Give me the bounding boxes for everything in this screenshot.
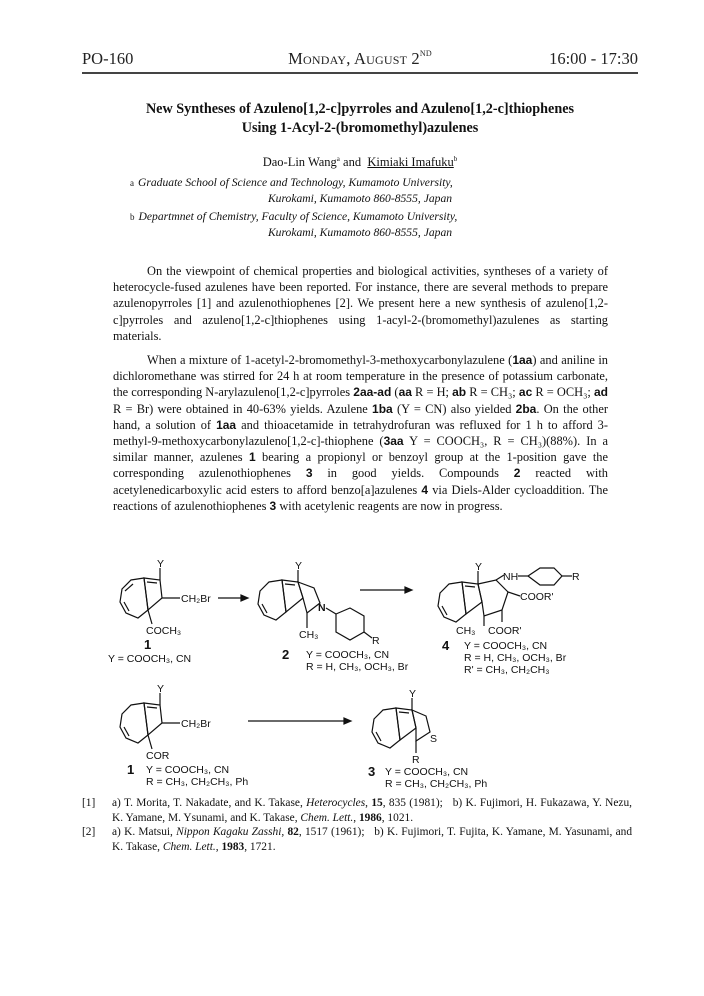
ref-pages: , 1021. [381,811,414,824]
text-run: reacted with acetylenedicarboxylic acid esters to afford benzo[a]azulenes [113,466,608,497]
affiliation-line: Departmnet of Chemistry, Faculty of Science, Kumamoto University, [138,210,458,223]
compound-label: 2ba [515,401,537,416]
ref-volume: 82 [287,826,299,839]
ref-authors: K. Fujimori, T. Fujita, K. Yamane, M. Yasunami, and K. Takase, [112,826,633,853]
compound-condition: R' = CH₃, CH₂CH₃ [464,664,550,676]
atom-s: S [430,733,438,745]
reference-number: [2] [82,826,96,839]
affiliation-line: Graduate School of Science and Technology, Kumamoto University, [138,176,453,189]
reference-item [82,825,632,854]
ref-authors: T. Morita, T. Nakadate, and K. Takase, [123,797,303,809]
substituent-r: R [412,754,420,766]
text-run: in good yields. Compounds [312,466,514,481]
affiliation-mark: b [130,212,135,222]
text-run: R = Br) were obtained in 40-63% yields. Azulene [113,401,373,416]
substituent-r: R [572,571,580,583]
compound-number: 3 [368,764,376,779]
author-1: Dao-Lin Wang [262,155,337,169]
compound-condition: R = CH₃, CH₂CH₃, Ph [146,776,249,788]
compound-label: 1 [248,450,256,465]
ref-journal: Heterocycles [306,797,366,809]
ref-pages: , 1517 (1961); [298,826,365,839]
text-run: R = CH₃; [466,385,519,400]
atom-n: N [318,602,326,614]
compound-number: 1 [127,762,135,777]
substituent-y: Y [157,683,165,695]
substituent-y: Y [475,561,483,573]
text-run: ) and aniline in dichloromethane was stirred for 24 h at room temperature in the presence of potassium carbonate, the corresponding N-arylazuleno[1,2-c]pyrroles [113,353,608,400]
affiliation-line: Kurokami, Kumamoto 860-8555, Japan [267,226,453,239]
text-run: Y = COOCH₃, R = CH₃)(88%). In a similar manner, azulenes [113,434,608,465]
substituent-ester: COOR' [488,625,522,637]
author-conj: and [339,155,365,169]
poster-code: PO-160 [82,49,134,68]
compound-label: aa [398,385,412,400]
text-run: with acetylenic reagents are now in progress. [276,498,503,513]
structure-compound-2 [258,570,406,640]
compound-condition: Y = COOCH₃, CN [385,766,469,778]
ref-authors: K. Matsui, [124,826,173,839]
text-run: (Y = CN) also yielded [392,401,516,416]
substituent-y: Y [295,560,303,572]
substituent-acyl: COR [146,750,170,762]
compound-label: 3 [269,498,277,513]
ref-part-label: a) [112,826,121,839]
compound-condition: R = CH₃, CH₂CH₃, Ph [385,778,488,790]
compound-label: 3aa [383,434,404,449]
text-run: and thioacetamide in tetrahydrofuran was refluxed for 1 h to afford 3-methyl-9-methoxycarbonylazuleno[1,2-c]-thiophene ( [113,417,608,449]
ref-volume: 1983 [221,840,245,853]
ref-journal: Chem. Lett. [300,811,354,824]
compound-label: 1aa [216,417,237,432]
paper-title [90,100,630,138]
reaction-scheme [100,558,640,793]
affiliation-a [130,175,590,207]
ref-volume: 1986 [358,811,382,824]
ref-pages: , 835 (1981); [382,797,443,809]
ref-pages: , 1721. [244,840,276,853]
arrow-head [241,595,248,601]
reference-text: a) T. Morita, T. Nakadate, and K. Takase, Heterocycles, 15, 835 (1981); b) K. Fujimori, H. Fukazawa, Y. Nezu, K. Yamane, M. Ysunami, and K. Takase, Chem. Lett., 1986, 1021. [112,797,632,824]
substituent-y: Y [409,688,417,700]
text-run: . On the other hand, a solution of [113,401,608,432]
references [82,796,632,854]
arrow-head [344,718,351,724]
compound-condition: Y = COOCH₃, CN [306,649,390,661]
author-2-affil: b [453,155,458,163]
session-day-sup: ND [419,49,432,58]
compound-condition: Y = COOCH₃, CN [108,653,192,665]
substituent-methyl: CH₃ [456,625,476,637]
ref-part-label: b) [374,826,384,839]
compound-number: 4 [442,638,450,653]
ref-part-label: b) [452,797,463,809]
title-line-2: Using 1-Acyl-2-(bromomethyl)azulenes [241,120,479,136]
arrow-head [405,587,412,593]
compound-label: 3 [305,466,313,481]
paragraph-1-text: On the viewpoint of chemical properties and biological activities, syntheses of a variety of heterocycle-fused azulenes have been reported. For instance, there are several methods to prepare azulenopyrroles [1] and azulenothiophenes [2]. We present here a new synthesis of azuleno[1,2-c]pyrroles and azuleno[1,2-c]thiophenes using 1-acyl-2-(bromomethyl)azulenes as starting materials. [113,264,608,343]
structure-compound-1-bottom [120,693,345,749]
ref-journal: Nippon Kagaku Zasshi, [176,826,285,839]
reference-number: [1] [82,797,96,809]
substituent-methyl: CH₃ [299,629,319,641]
author-2: Kimiaki Imafuku [367,155,454,169]
ref-volume: 15 [371,797,383,809]
compound-label: ab [452,385,467,400]
text-run: ( [391,385,399,400]
substituent-r: R [372,635,380,647]
compound-condition: R = H, CH₃, OCH₃, Br [464,652,567,664]
author-1-affil: a [336,155,340,163]
compound-label: 4 [421,482,429,497]
title-line-1: New Syntheses of Azuleno[1,2-c]pyrroles and Azuleno[1,2-c]thiophenes [145,101,575,117]
compound-condition: Y = COOCH₃, CN [464,640,548,652]
substituent-ch2br: CH₂Br [181,718,211,730]
text-run: R = H; [411,385,453,400]
reference-text: a) K. Matsui, Nippon Kagaku Zasshi, 82, 1517 (1961); b) K. Fujimori, T. Fujita, K. Yamane, M. Yasunami, and K. Takase, Chem. Lett., 1983, 1721. [112,826,633,853]
compound-label: 2aa-ad [353,385,392,400]
compound-condition: R = H, CH₃, OCH₃, Br [306,661,409,673]
ref-authors: K. Fujimori, H. Fukazawa, Y. Nezu, K. Yamane, M. Ysunami, and K. Takase, [112,797,632,824]
structure-compound-3 [372,698,430,753]
author-list [100,155,620,170]
affiliation-line: Kurokami, Kumamoto 860-8555, Japan [267,192,453,205]
compound-label: 2 [513,466,521,481]
substituent-y: Y [157,558,165,570]
running-header [82,49,638,71]
substituent-acyl: COCH₃ [146,625,182,637]
substituent-nh: NH [503,571,519,583]
paragraph-intro [113,263,608,344]
compound-label: 1aa [512,353,533,367]
paragraph-results [113,352,608,514]
compound-number: 2 [282,647,290,662]
compound-condition: Y = COOCH₃, CN [146,764,230,776]
text-run: bearing a propionyl or benzoyl group at the 1-position gave the corresponding azulenothiophenes [113,450,608,481]
compound-label: ac [518,385,533,400]
text-run: via Diels-Alder cycloaddition. The reactions of azulenothiophenes [113,482,609,513]
ref-journal: Chem. Lett. [162,840,216,853]
paragraph-2-text [113,352,608,514]
substituent-ch2br: CH₂Br [181,593,211,605]
compound-label: ad [593,385,608,400]
reference-item [82,796,632,825]
session-time: 16:00 - 17:30 [549,49,638,68]
header-rule [82,72,638,74]
affiliation-mark: a [130,178,134,188]
session-day-text: Monday, August 2 [288,49,420,68]
text-run: R = OCH₃; [532,385,594,400]
compound-label: 1ba [372,401,393,416]
affiliation-b [130,209,590,241]
ref-part-label: a) [112,797,121,809]
compound-number: 1 [144,637,152,652]
substituent-ester: COOR' [520,591,554,603]
text-run: When a mixture of 1-acetyl-2-bromomethyl-3-methoxycarbonylazulene ( [147,353,513,367]
